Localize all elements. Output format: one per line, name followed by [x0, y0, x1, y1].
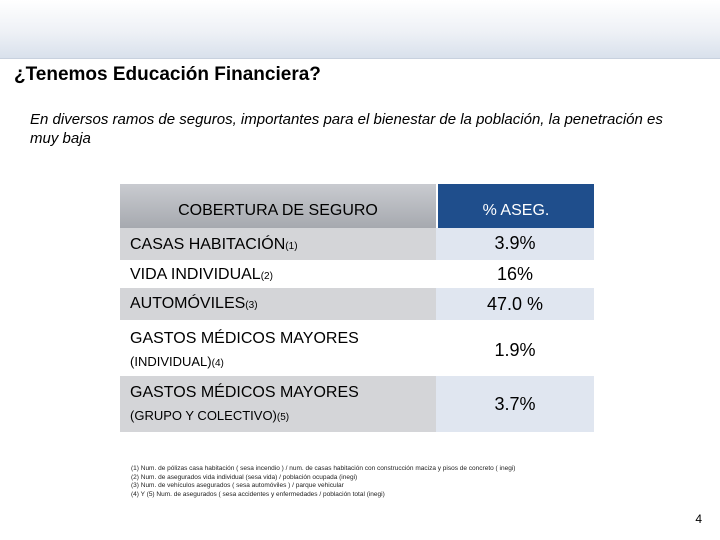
header-band	[0, 0, 720, 58]
footnotes	[131, 465, 515, 499]
row-label: VIDA INDIVIDUAL	[130, 266, 261, 283]
row-value: 3.7%	[494, 394, 536, 414]
table-header-row	[120, 184, 594, 228]
header-label-percent: % ASEG.	[482, 202, 550, 219]
header-label-coverage: COBERTURA DE SEGURO	[178, 202, 378, 219]
footnote: (2) Num. de asegurados vida individual (sesa vida) / población ocupada (inegi)	[131, 473, 358, 481]
row-note: (4)	[211, 358, 224, 369]
row-label: CASAS HABITACIÓN	[130, 236, 286, 253]
table-row	[120, 228, 594, 260]
coverage-table	[120, 184, 594, 434]
row-value: 3.9%	[494, 233, 536, 253]
footnote: (1) Num. de pólizas casa habitación ( sesa incendio ) / num. de casas habitación con construcción maciza y pisos de concreto ( inegi)	[131, 465, 516, 472]
header-cell-coverage	[120, 184, 436, 228]
footnote: (3) Num. de vehículos asegurados ( sesa automóviles ) / parque vehicular	[131, 482, 344, 489]
row-sublabel: (INDIVIDUAL)	[130, 354, 212, 369]
slide-subtitle: En diversos ramos de seguros, importantes para el bienestar de la población, la penetración es muy baja	[30, 111, 663, 147]
table-row	[120, 320, 594, 376]
table-row	[120, 288, 594, 320]
row-value: 1.9%	[494, 340, 536, 360]
row-label: GASTOS MÉDICOS MAYORES	[130, 330, 359, 347]
row-note: (3)	[245, 300, 258, 311]
row-note: (1)	[285, 241, 298, 252]
row-note: (2)	[260, 271, 273, 282]
footnote: (4) Y (5) Num. de asegurados ( sesa accidentes y enfermedades / población total (inegi)	[131, 490, 385, 498]
table-row	[120, 376, 594, 432]
row-sublabel: (GRUPO Y COLECTIVO)	[130, 408, 277, 423]
page-number: 4	[695, 512, 702, 526]
header-cell-percent	[436, 184, 594, 228]
slide-title: ¿Tenemos Educación Financiera?	[14, 64, 321, 85]
row-label: AUTOMÓVILES	[130, 295, 246, 312]
row-label: GASTOS MÉDICOS MAYORES	[130, 384, 359, 401]
row-value: 47.0 %	[486, 294, 544, 314]
row-value: 16%	[496, 264, 534, 284]
table-row	[120, 260, 594, 288]
header-divider	[0, 58, 720, 59]
row-note: (5)	[276, 412, 290, 423]
